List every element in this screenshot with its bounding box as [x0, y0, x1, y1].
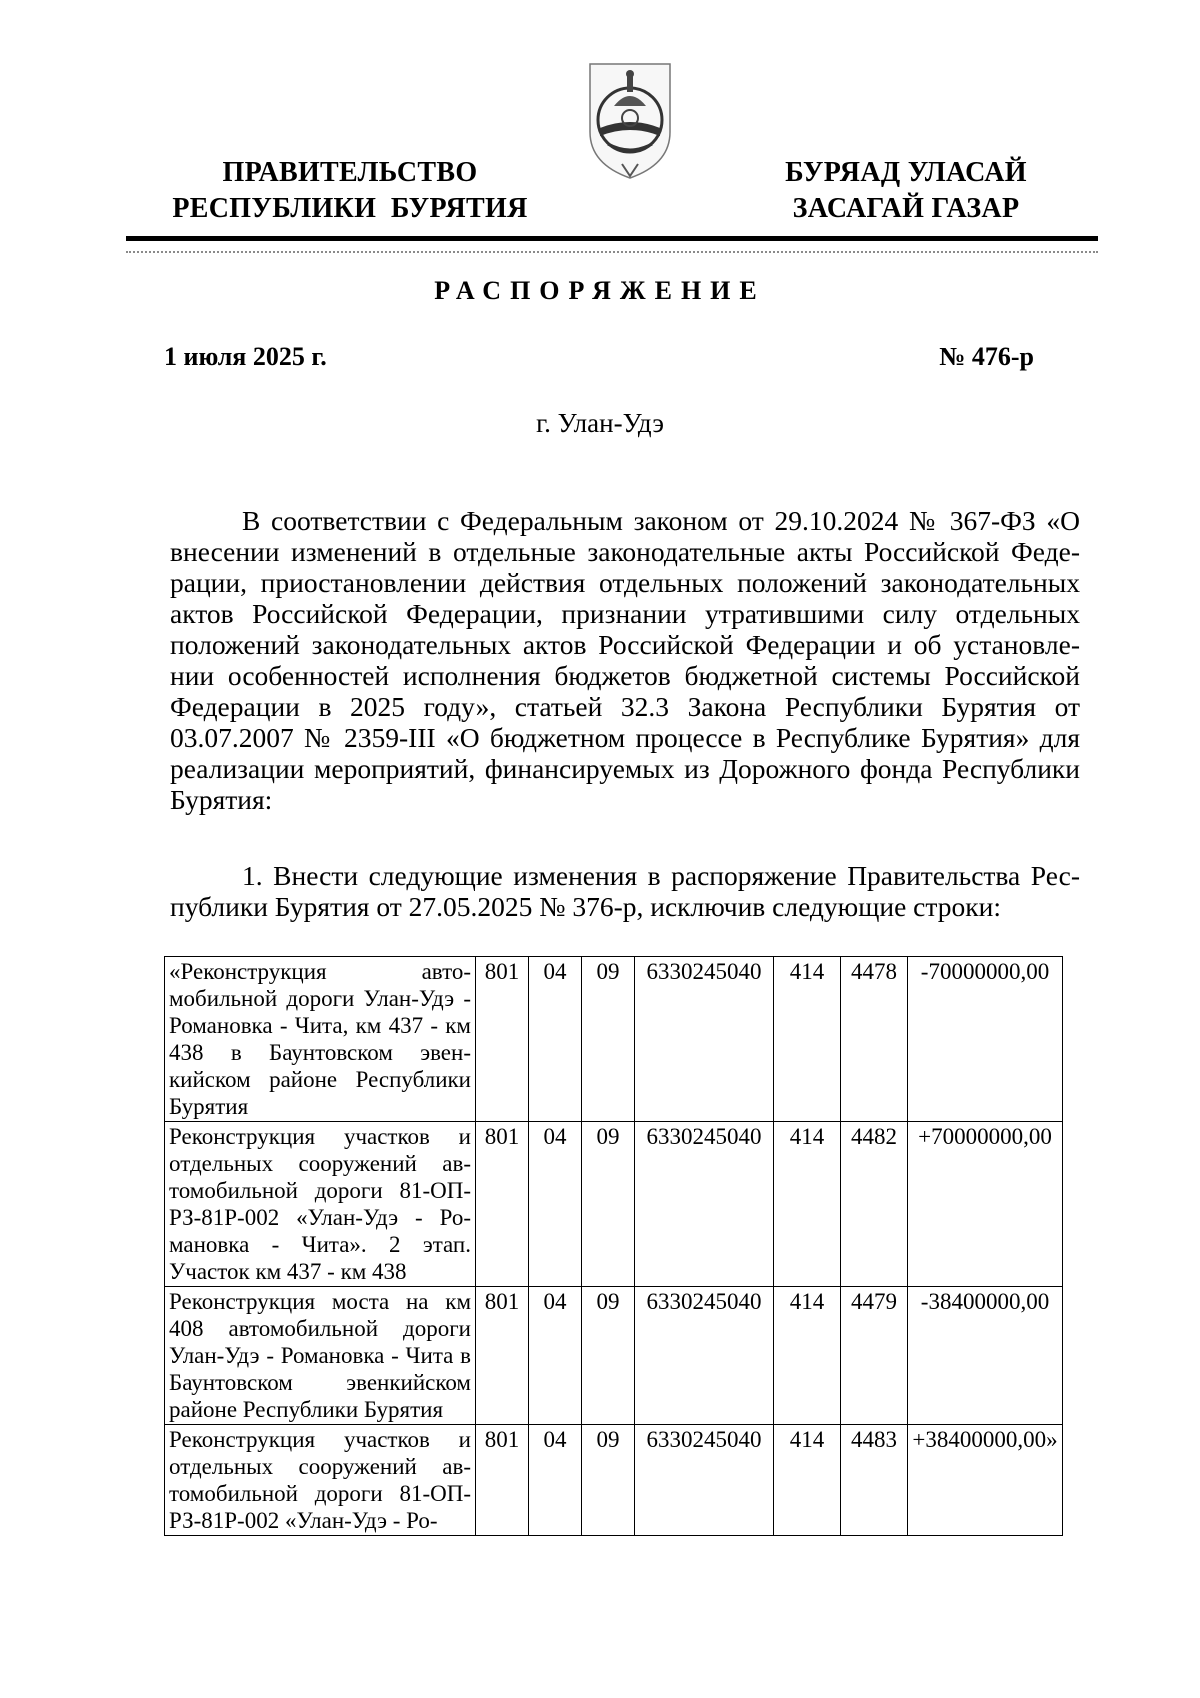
table-cell-expense-type: 414	[774, 1425, 841, 1536]
table-cell-target-article: 6330245040	[635, 957, 774, 1122]
table-cell-section: 04	[529, 957, 582, 1122]
table-cell-subsection: 09	[582, 1122, 635, 1287]
header-divider-thin	[126, 251, 1098, 253]
header-divider-thick	[126, 236, 1098, 241]
table-cell-subsection: 09	[582, 1425, 635, 1536]
document-date: 1 июля 2025 г.	[164, 342, 327, 371]
document-city: г. Улан-Удэ	[536, 408, 664, 438]
table-cell-target-article: 6330245040	[635, 1122, 774, 1287]
table-row	[165, 1287, 1063, 1425]
table-cell-target-article: 6330245040	[635, 1425, 774, 1536]
table-cell-section: 04	[529, 1425, 582, 1536]
table-cell-target-article: 6330245040	[635, 1287, 774, 1425]
table-cell-expense-type: 414	[774, 1122, 841, 1287]
table-cell-amount: +70000000,00	[908, 1122, 1063, 1287]
coat-of-arms-icon	[584, 52, 676, 182]
org-name-russian-line-1: ПРАВИТЕЛЬСТВО	[222, 157, 478, 188]
table-cell-amount: -38400000,00	[908, 1287, 1063, 1425]
table-cell-object-name: Реконструкция моста на км 408 автомобильной дороги Улан-Удэ - Романовка - Чита в Баунтовском эвенкийском районе Республики Бурятия	[165, 1287, 476, 1425]
table-cell-expense-type: 414	[774, 957, 841, 1122]
table-cell-object-name: Реконструкция участков и отдельных сооружений автомобильной дороги 81-ОП-РЗ-81Р-002 «Улан-Удэ - Романовка - Чита». 2 этап. Участок км 437 - км 438	[165, 1122, 476, 1287]
table-cell-section: 04	[529, 1287, 582, 1425]
table-cell-object-name: «Реконструкция автомобильной дороги Улан-Удэ - Романовка - Чита, км 437 - км 438 в Баунтовском эвенкийском районе Республики Бурятия	[165, 957, 476, 1122]
document-type-title: РАСПОРЯЖЕНИЕ	[434, 276, 766, 305]
table-cell-object-code: 4479	[841, 1287, 908, 1425]
table-row	[165, 957, 1063, 1122]
table-cell-object-code: 4478	[841, 957, 908, 1122]
org-name-russian-line-2: РЕСПУБЛИКИ БУРЯТИЯ	[172, 193, 528, 224]
table-cell-ministry-code: 801	[476, 1122, 529, 1287]
table-cell-ministry-code: 801	[476, 1425, 529, 1536]
org-name-buryat-line-1: БУРЯАД УЛАСАЙ	[785, 157, 1027, 188]
table-cell-ministry-code: 801	[476, 957, 529, 1122]
item-1-paragraph: 1. Внести следующие изменения в распоряжение Правительства Республики Бурятия от 27.05.2025 № 376-р, исключив следующие строки:	[170, 860, 1080, 922]
table-cell-expense-type: 414	[774, 1287, 841, 1425]
org-name-buryat	[746, 155, 1066, 227]
table-cell-subsection: 09	[582, 957, 635, 1122]
amendments-table	[164, 956, 1063, 1536]
table-cell-subsection: 09	[582, 1287, 635, 1425]
document-number: № 476-р	[939, 342, 1034, 371]
table-row	[165, 1425, 1063, 1536]
table-cell-amount: +38400000,00»	[908, 1425, 1063, 1536]
table-cell-section: 04	[529, 1122, 582, 1287]
table-cell-amount: -70000000,00	[908, 957, 1063, 1122]
org-name-russian	[150, 155, 550, 227]
table-cell-object-code: 4483	[841, 1425, 908, 1536]
preamble-paragraph: В соответствии с Федеральным законом от 29.10.2024 № 367-ФЗ «О внесении изменений в отдельные законодательные акты Российской Федерации, приостановлении действия отдельных положений законодательных актов Российской Федерации, признании утратившими силу отдельных положений законодательных актов Российской Федерации и об установлении особенностей исполнения бюджетов бюджетной системы Российской Федерации в 2025 году», статьей 32.3 Закона Республики Бурятия от 03.07.2007 № 2359-III «О бюджетном процессе в Республике Бурятия» для реализации мероприятий, финансируемых из Дорожного фонда Республики Бурятия:	[170, 505, 1080, 815]
table-row	[165, 1122, 1063, 1287]
org-name-buryat-line-2: ЗАСАГАЙ ГАЗАР	[792, 193, 1020, 224]
table-cell-ministry-code: 801	[476, 1287, 529, 1425]
table-cell-object-name: Реконструкция участков и отдельных сооружений автомобильной дороги 81-ОП-РЗ-81Р-002 «Улан-Удэ - Ро-	[165, 1425, 476, 1536]
table-cell-object-code: 4482	[841, 1122, 908, 1287]
